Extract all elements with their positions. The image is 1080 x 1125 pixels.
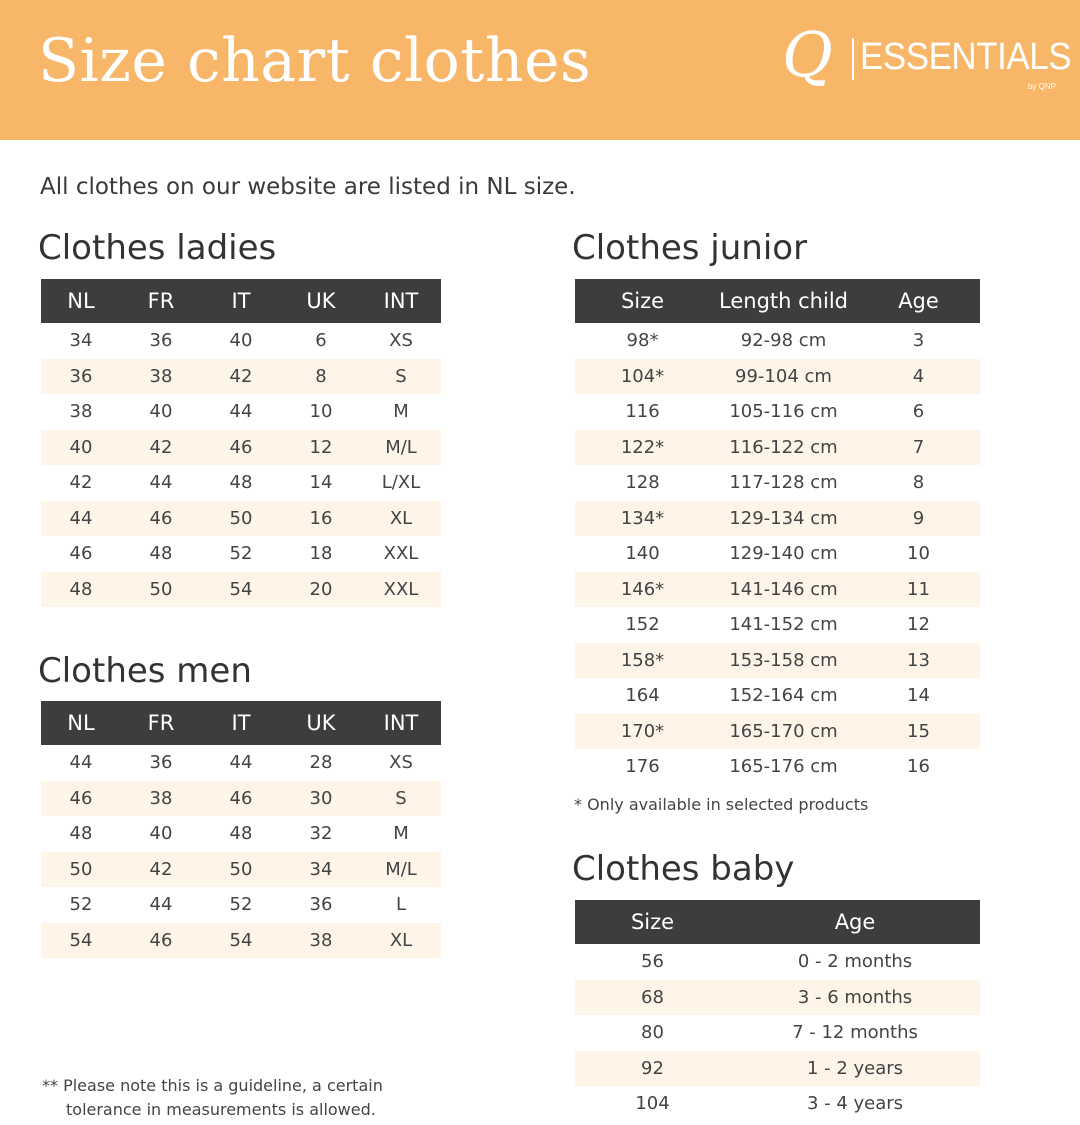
table-row — [575, 1015, 980, 1051]
table-row — [41, 745, 441, 781]
table-cell: 98* — [575, 323, 710, 359]
table-cell: 50 — [201, 501, 281, 537]
table-cell: 68 — [575, 980, 730, 1016]
table-cell: 28 — [281, 745, 361, 781]
table-cell: 164 — [575, 678, 710, 714]
table-header-row — [41, 279, 441, 323]
table-cell: 52 — [201, 536, 281, 572]
table-cell: 4 — [857, 359, 980, 395]
table-cell: 128 — [575, 465, 710, 501]
table-row — [41, 852, 441, 888]
table-cell: 40 — [121, 394, 201, 430]
table-cell: 38 — [41, 394, 121, 430]
table-cell: 36 — [121, 323, 201, 359]
disclaimer-line-1: ** Please note this is a guideline, a certain — [42, 1076, 383, 1095]
table-cell: 117-128 cm — [710, 465, 857, 501]
table-cell: 54 — [41, 923, 121, 959]
baby-title: Clothes baby — [572, 849, 795, 889]
table-cell: 16 — [857, 749, 980, 785]
table-cell: 44 — [41, 745, 121, 781]
logo-mark: Q — [782, 18, 833, 91]
table-row — [41, 359, 441, 395]
table-cell: 48 — [201, 465, 281, 501]
table-cell: 141-146 cm — [710, 572, 857, 608]
column-header: UK — [281, 701, 361, 745]
table-cell: 170* — [575, 714, 710, 750]
table-cell: 50 — [121, 572, 201, 608]
table-cell: 14 — [281, 465, 361, 501]
table-cell: 44 — [41, 501, 121, 537]
table-cell: 30 — [281, 781, 361, 817]
table-cell: 36 — [121, 745, 201, 781]
table-cell: 50 — [41, 852, 121, 888]
table-cell: 129-140 cm — [710, 536, 857, 572]
table-cell: 48 — [121, 536, 201, 572]
table-row — [575, 501, 980, 537]
table-cell: 18 — [281, 536, 361, 572]
men-size-table — [41, 701, 441, 958]
men-title: Clothes men — [38, 651, 252, 691]
table-cell: XS — [361, 745, 441, 781]
table-cell: 52 — [41, 887, 121, 923]
table-cell: 6 — [857, 394, 980, 430]
table-cell: XL — [361, 923, 441, 959]
table-cell: 152-164 cm — [710, 678, 857, 714]
table-row — [41, 887, 441, 923]
table-cell: 48 — [41, 572, 121, 608]
table-cell: 0 - 2 months — [730, 944, 980, 980]
table-cell: 3 - 6 months — [730, 980, 980, 1016]
table-cell: 10 — [281, 394, 361, 430]
table-cell: 12 — [281, 430, 361, 466]
table-cell: 40 — [41, 430, 121, 466]
table-cell: 99-104 cm — [710, 359, 857, 395]
table-cell: 165-176 cm — [710, 749, 857, 785]
table-cell: 153-158 cm — [710, 643, 857, 679]
table-cell: 44 — [121, 887, 201, 923]
table-cell: 42 — [41, 465, 121, 501]
column-header: NL — [41, 701, 121, 745]
table-cell: 50 — [201, 852, 281, 888]
table-cell: 104* — [575, 359, 710, 395]
table-cell: 116-122 cm — [710, 430, 857, 466]
table-cell: 40 — [121, 816, 201, 852]
table-cell: 44 — [121, 465, 201, 501]
table-cell: 105-116 cm — [710, 394, 857, 430]
table-cell: 48 — [201, 816, 281, 852]
table-cell: 92-98 cm — [710, 323, 857, 359]
table-cell: 176 — [575, 749, 710, 785]
table-cell: 15 — [857, 714, 980, 750]
table-cell: 42 — [121, 430, 201, 466]
table-cell: 46 — [41, 781, 121, 817]
table-cell: 129-134 cm — [710, 501, 857, 537]
table-row — [575, 536, 980, 572]
table-cell: S — [361, 359, 441, 395]
table-cell: XL — [361, 501, 441, 537]
table-row — [575, 714, 980, 750]
table-cell: 46 — [201, 430, 281, 466]
table-cell: 12 — [857, 607, 980, 643]
table-cell: 46 — [41, 536, 121, 572]
table-row — [41, 816, 441, 852]
table-cell: 32 — [281, 816, 361, 852]
table-cell: 34 — [281, 852, 361, 888]
table-row — [575, 944, 980, 980]
table-cell: 48 — [41, 816, 121, 852]
table-cell: 80 — [575, 1015, 730, 1051]
table-row — [575, 643, 980, 679]
table-cell: XXL — [361, 536, 441, 572]
column-header: Size — [575, 900, 730, 944]
table-cell: 122* — [575, 430, 710, 466]
table-row — [575, 323, 980, 359]
table-cell: 36 — [41, 359, 121, 395]
table-row — [41, 501, 441, 537]
table-cell: 38 — [281, 923, 361, 959]
table-row — [575, 572, 980, 608]
table-cell: 54 — [201, 923, 281, 959]
table-cell: 11 — [857, 572, 980, 608]
table-cell: L/XL — [361, 465, 441, 501]
table-cell: 46 — [121, 923, 201, 959]
table-cell: M/L — [361, 430, 441, 466]
column-header: Age — [857, 279, 980, 323]
table-cell: 34 — [41, 323, 121, 359]
table-cell: XXL — [361, 572, 441, 608]
table-cell: S — [361, 781, 441, 817]
column-header: IT — [201, 701, 281, 745]
column-header: INT — [361, 279, 441, 323]
table-header-row — [575, 279, 980, 323]
table-cell: 116 — [575, 394, 710, 430]
table-cell: 104 — [575, 1086, 730, 1122]
junior-footnote: * Only available in selected products — [574, 795, 869, 814]
column-header: INT — [361, 701, 441, 745]
table-cell: 54 — [201, 572, 281, 608]
table-cell: 14 — [857, 678, 980, 714]
table-cell: 44 — [201, 745, 281, 781]
logo-text: ESSENTIALS — [860, 36, 1072, 78]
table-cell: 44 — [201, 394, 281, 430]
table-row — [575, 465, 980, 501]
table-cell: 40 — [201, 323, 281, 359]
table-cell: 56 — [575, 944, 730, 980]
table-cell: 146* — [575, 572, 710, 608]
table-cell: 7 — [857, 430, 980, 466]
table-cell: L — [361, 887, 441, 923]
table-cell: XS — [361, 323, 441, 359]
table-cell: 3 - 4 years — [730, 1086, 980, 1122]
table-row — [41, 465, 441, 501]
table-cell: 1 - 2 years — [730, 1051, 980, 1087]
table-header-row — [575, 900, 980, 944]
table-cell: 141-152 cm — [710, 607, 857, 643]
table-header-row — [41, 701, 441, 745]
table-cell: 92 — [575, 1051, 730, 1087]
logo-subtext: by QNP — [1027, 82, 1056, 91]
table-cell: 9 — [857, 501, 980, 537]
table-row — [41, 536, 441, 572]
table-row — [41, 394, 441, 430]
column-header: Length child — [710, 279, 857, 323]
column-header: Age — [730, 900, 980, 944]
ladies-size-table — [41, 279, 441, 607]
table-row — [575, 430, 980, 466]
baby-size-table — [575, 900, 980, 1122]
table-cell: 158* — [575, 643, 710, 679]
table-row — [575, 394, 980, 430]
table-cell: 165-170 cm — [710, 714, 857, 750]
table-row — [41, 781, 441, 817]
table-cell: 6 — [281, 323, 361, 359]
table-cell: 134* — [575, 501, 710, 537]
brand-logo — [782, 18, 1072, 100]
table-row — [41, 572, 441, 608]
column-header: UK — [281, 279, 361, 323]
table-cell: M — [361, 816, 441, 852]
table-cell: 52 — [201, 887, 281, 923]
table-cell: 152 — [575, 607, 710, 643]
table-row — [575, 1051, 980, 1087]
table-cell: 20 — [281, 572, 361, 608]
ladies-title: Clothes ladies — [38, 228, 277, 268]
table-cell: 8 — [281, 359, 361, 395]
table-row — [575, 1086, 980, 1122]
table-cell: 10 — [857, 536, 980, 572]
table-row — [41, 923, 441, 959]
junior-size-table — [575, 279, 980, 785]
table-cell: 3 — [857, 323, 980, 359]
table-cell: 38 — [121, 781, 201, 817]
table-cell: 16 — [281, 501, 361, 537]
table-row — [575, 749, 980, 785]
table-cell: 42 — [201, 359, 281, 395]
table-cell: 7 - 12 months — [730, 1015, 980, 1051]
table-cell: M/L — [361, 852, 441, 888]
column-header: Size — [575, 279, 710, 323]
logo-divider — [852, 38, 854, 80]
table-cell: 46 — [201, 781, 281, 817]
disclaimer — [42, 1074, 383, 1122]
column-header: NL — [41, 279, 121, 323]
table-row — [575, 678, 980, 714]
junior-title: Clothes junior — [572, 228, 808, 268]
table-cell: 140 — [575, 536, 710, 572]
column-header: FR — [121, 701, 201, 745]
table-row — [575, 980, 980, 1016]
column-header: FR — [121, 279, 201, 323]
table-row — [575, 359, 980, 395]
table-cell: 42 — [121, 852, 201, 888]
table-cell: 13 — [857, 643, 980, 679]
page-title: Size chart clothes — [38, 26, 592, 96]
intro-text: All clothes on our website are listed in NL size. — [40, 174, 576, 200]
table-cell: 38 — [121, 359, 201, 395]
disclaimer-line-2: tolerance in measurements is allowed. — [66, 1100, 376, 1119]
header-banner — [0, 0, 1080, 140]
table-cell: M — [361, 394, 441, 430]
table-cell: 36 — [281, 887, 361, 923]
table-row — [41, 323, 441, 359]
column-header: IT — [201, 279, 281, 323]
table-cell: 46 — [121, 501, 201, 537]
table-row — [41, 430, 441, 466]
table-row — [575, 607, 980, 643]
table-cell: 8 — [857, 465, 980, 501]
